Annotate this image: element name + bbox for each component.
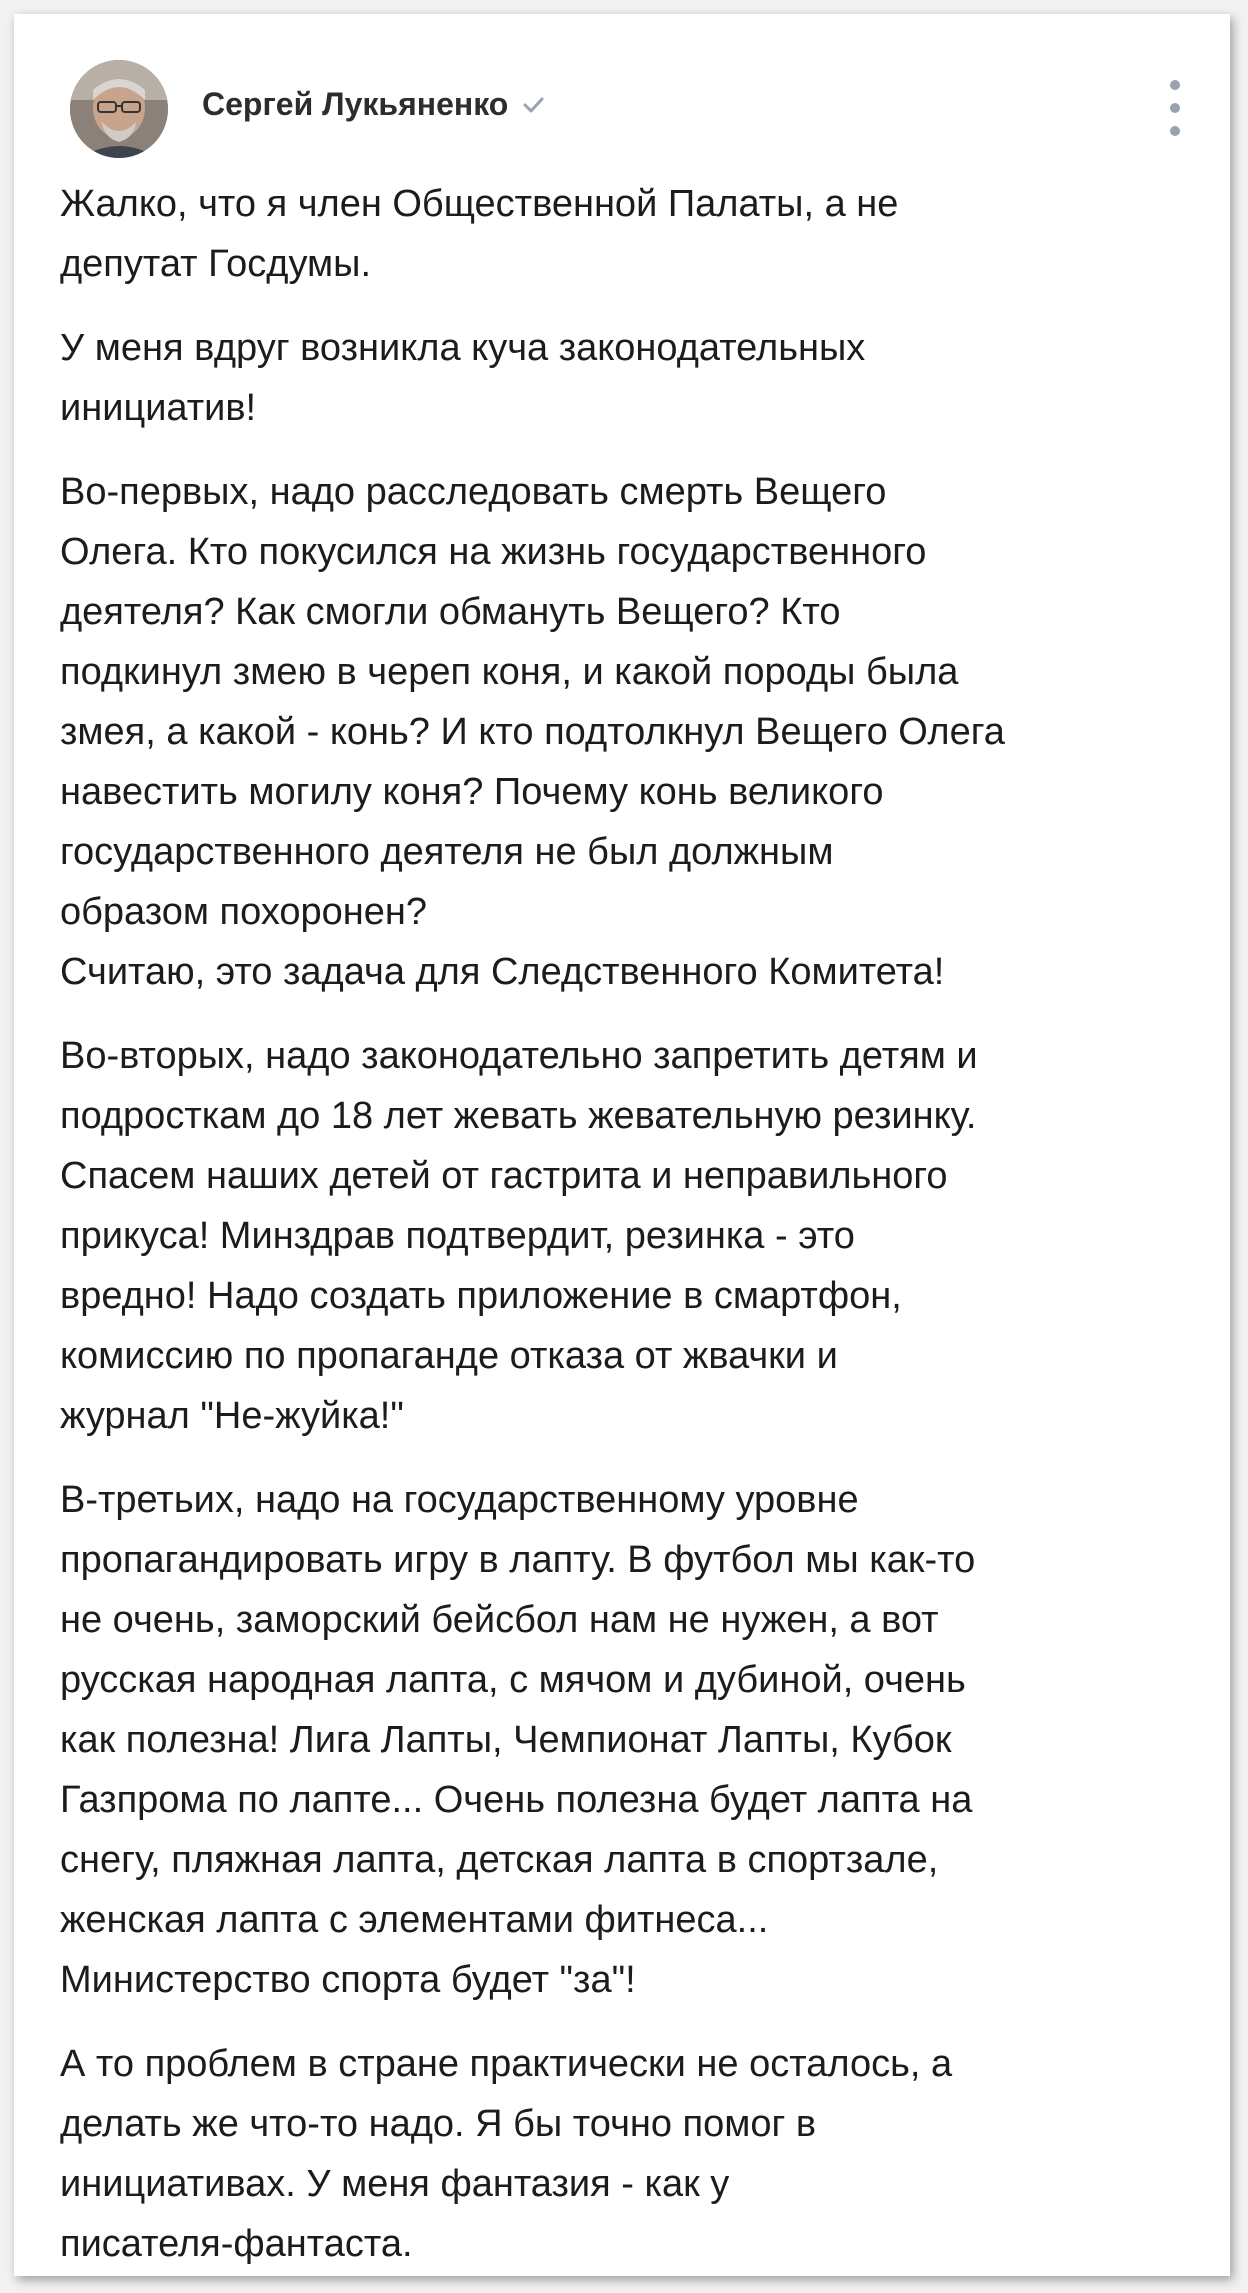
text-line: змея, а какой - конь? И кто подтолкнул Вещего Олега bbox=[60, 711, 1005, 753]
paragraph bbox=[60, 318, 1200, 438]
text-line: Спасем наших детей от гастрита и неправильного bbox=[60, 1155, 948, 1197]
text-line: русская народная лапта, с мячом и дубиной, очень bbox=[60, 1659, 966, 1701]
text-line: Жалко, что я член Общественной Палаты, а не bbox=[60, 183, 899, 225]
more-dot-icon bbox=[1170, 80, 1180, 90]
text-line: вредно! Надо создать приложение в смартфон, bbox=[60, 1275, 902, 1317]
text-line: У меня вдруг возникла куча законодательных bbox=[60, 327, 866, 369]
more-dot-icon bbox=[1170, 126, 1180, 136]
text-line: государственного деятеля не был должным bbox=[60, 831, 834, 873]
post-card bbox=[14, 14, 1230, 2276]
paragraph bbox=[60, 1470, 1200, 2010]
author-name-row bbox=[202, 86, 548, 123]
text-line: Олега. Кто покусился на жизнь государственного bbox=[60, 531, 927, 573]
paragraph bbox=[60, 462, 1200, 1002]
paragraph bbox=[60, 1026, 1200, 1446]
checkmark-icon bbox=[518, 90, 548, 120]
text-line: прикуса! Минздрав подтвердит, резинка - это bbox=[60, 1215, 855, 1257]
text-line: инициативах. У меня фантазия - как у bbox=[60, 2163, 730, 2205]
text-line: навестить могилу коня? Почему конь великого bbox=[60, 771, 884, 813]
text-line: снегу, пляжная лапта, детская лапта в спортзале, bbox=[60, 1839, 939, 1881]
text-line: Министерство спорта будет "за"! bbox=[60, 1959, 636, 2001]
text-line: женская лапта с элементами фитнеса... bbox=[60, 1899, 769, 1941]
avatar[interactable] bbox=[70, 60, 168, 158]
post-header bbox=[60, 50, 1190, 160]
paragraph bbox=[60, 2034, 1200, 2274]
text-line: писателя-фантаста. bbox=[60, 2223, 413, 2265]
post-text bbox=[60, 174, 1200, 2276]
paragraph bbox=[60, 174, 1200, 294]
text-line: подкинул змею в череп коня, и какой породы была bbox=[60, 651, 959, 693]
text-line: Газпрома по лапте... Очень полезна будет лапта на bbox=[60, 1779, 973, 1821]
text-line: образом похоронен? bbox=[60, 891, 428, 933]
text-line: пропагандировать игру в лапту. В футбол мы как-то bbox=[60, 1539, 976, 1581]
text-line: Считаю, это задача для Следственного Комитета! bbox=[60, 951, 945, 993]
more-dot-icon bbox=[1170, 103, 1180, 113]
text-line: депутат Госдумы. bbox=[60, 243, 372, 285]
text-line: деятеля? Как смогли обмануть Вещего? Кто bbox=[60, 591, 841, 633]
text-line: Во-первых, надо расследовать смерть Вещего bbox=[60, 471, 887, 513]
avatar-photo bbox=[70, 60, 168, 158]
text-line: делать же что-то надо. Я бы точно помог в bbox=[60, 2103, 817, 2145]
text-line: журнал "Не-жуйка!" bbox=[60, 1395, 404, 1437]
text-line: А то проблем в стране практически не осталось, а bbox=[60, 2043, 953, 2085]
text-line: подросткам до 18 лет жевать жевательную резинку. bbox=[60, 1095, 977, 1137]
text-line: В-третьих, надо на государственному уровне bbox=[60, 1479, 859, 1521]
author-name[interactable]: Сергей Лукьяненко bbox=[202, 86, 509, 122]
text-line: инициатив! bbox=[60, 387, 257, 429]
text-line: Во-вторых, надо законодательно запретить детям и bbox=[60, 1035, 978, 1077]
text-line: не очень, заморский бейсбол нам не нужен, а вот bbox=[60, 1599, 939, 1641]
text-line: комиссию по пропаганде отказа от жвачки и bbox=[60, 1335, 838, 1377]
more-vertical-icon[interactable] bbox=[1160, 80, 1190, 136]
text-line: как полезна! Лига Лапты, Чемпионат Лапты, Кубок bbox=[60, 1719, 952, 1761]
